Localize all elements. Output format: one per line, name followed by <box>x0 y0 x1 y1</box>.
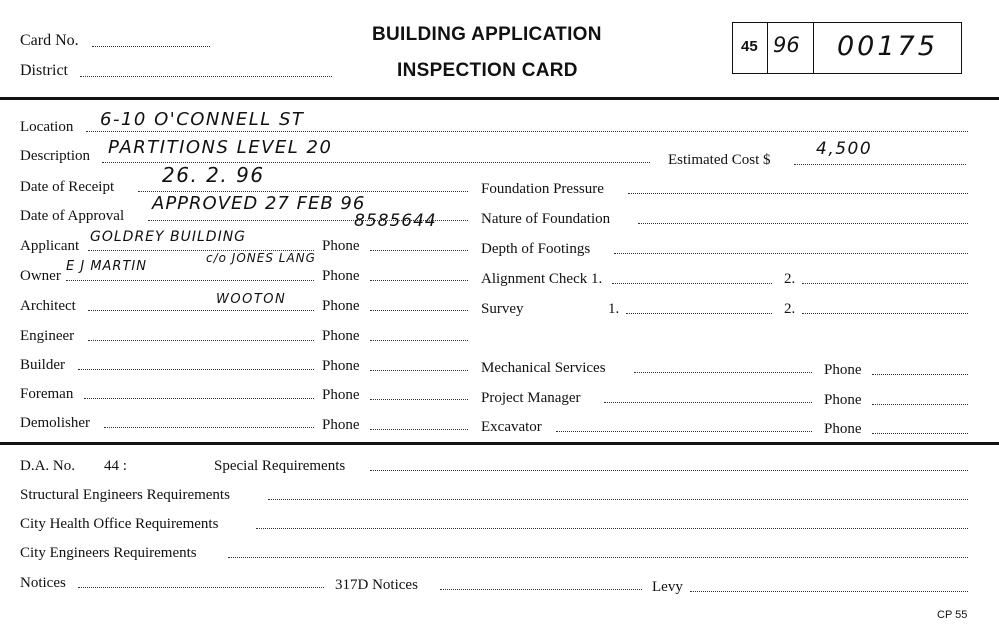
depth-footings-label: Depth of Footings <box>481 241 591 257</box>
alignment-check-2-field[interactable] <box>802 283 968 284</box>
date-receipt-label: Date of Receipt <box>20 179 115 195</box>
owner-value: E J MARTIN <box>66 259 147 274</box>
card-title-line2: INSPECTION CARD <box>397 60 578 81</box>
builder-field[interactable] <box>78 369 314 370</box>
applicant-value: GOLDREY BUILDING <box>90 229 247 245</box>
middle-divider <box>0 442 999 445</box>
card-number-year: 96 <box>773 33 800 57</box>
engineer-phone-field[interactable] <box>370 340 468 341</box>
health-req-label: City Health Office Requirements <box>20 516 219 532</box>
builder-label: Builder <box>20 357 65 373</box>
location-value: 6-10 O'CONNELL ST <box>100 109 305 130</box>
card-no-label: Card No. <box>20 32 79 49</box>
owner-phone-label: Phone <box>322 268 360 284</box>
foreman-phone-field[interactable] <box>370 399 468 400</box>
project-manager-phone-field[interactable] <box>872 404 968 405</box>
location-label: Location <box>20 119 74 135</box>
estimated-cost-label: Estimated Cost $ <box>668 152 771 168</box>
mechanical-phone-label: Phone <box>824 362 862 378</box>
foreman-field[interactable] <box>84 398 314 399</box>
structural-req-field[interactable] <box>268 499 968 500</box>
applicant-label: Applicant <box>20 238 80 254</box>
survey-1-label: 1. <box>608 301 620 317</box>
card-number-prefix: 45 <box>741 38 758 55</box>
demolisher-phone-label: Phone <box>322 417 360 433</box>
nature-foundation-field[interactable] <box>638 223 968 224</box>
demolisher-field[interactable] <box>104 427 314 428</box>
header-divider <box>0 97 999 100</box>
builder-phone-field[interactable] <box>370 370 468 371</box>
survey-2-field[interactable] <box>802 313 968 314</box>
project-manager-label: Project Manager <box>481 390 581 406</box>
alignment-check-1-field[interactable] <box>612 283 772 284</box>
foundation-pressure-label: Foundation Pressure <box>481 181 604 197</box>
applicant-phone-label: Phone <box>322 238 360 254</box>
city-eng-req-field[interactable] <box>228 557 968 558</box>
mechanical-phone-field[interactable] <box>872 374 968 375</box>
location-field[interactable] <box>86 131 968 132</box>
survey-2-label: 2. <box>784 301 796 317</box>
architect-phone-label: Phone <box>322 298 360 314</box>
date-approval-label: Date of Approval <box>20 208 125 224</box>
card-title-line1: BUILDING APPLICATION <box>372 24 602 45</box>
nature-foundation-label: Nature of Foundation <box>481 211 611 227</box>
da-no-value: 44 : <box>104 458 127 474</box>
form-code: CP 55 <box>937 609 968 621</box>
owner-phone-field[interactable] <box>370 280 468 281</box>
da-no-label: D.A. No. <box>20 458 75 474</box>
card-number-serial: 00175 <box>837 31 938 62</box>
mechanical-label: Mechanical Services <box>481 360 606 376</box>
depth-footings-field[interactable] <box>614 253 968 254</box>
engineer-label: Engineer <box>20 328 75 344</box>
special-req-label: Special Requirements <box>214 458 346 474</box>
demolisher-label: Demolisher <box>20 415 90 431</box>
date-receipt-field[interactable] <box>138 191 468 192</box>
architect-label: Architect <box>20 298 76 314</box>
applicant-phone-field[interactable] <box>370 250 468 251</box>
architect-field[interactable] <box>88 310 314 311</box>
notices-317d-field[interactable] <box>440 589 642 590</box>
levy-label: Levy <box>652 579 683 595</box>
card-number-box <box>732 22 962 74</box>
excavator-phone-label: Phone <box>824 421 862 437</box>
engineer-field[interactable] <box>88 340 314 341</box>
estimated-cost-field[interactable] <box>794 164 966 165</box>
district-label: District <box>20 62 68 79</box>
excavator-phone-field[interactable] <box>872 433 968 434</box>
architect-value: WOOTON <box>216 292 287 307</box>
date-approval-value: APPROVED 27 FEB 96 <box>152 193 366 214</box>
card-no-field[interactable] <box>92 46 210 47</box>
special-req-field[interactable] <box>370 470 968 471</box>
alignment-check-label: Alignment Check 1. <box>481 271 603 287</box>
project-manager-field[interactable] <box>604 402 812 403</box>
architect-phone-field[interactable] <box>370 310 468 311</box>
date-receipt-value: 26. 2. 96 <box>162 163 265 187</box>
owner-field[interactable] <box>66 280 314 281</box>
survey-1-field[interactable] <box>626 313 772 314</box>
alignment-check-2-label: 2. <box>784 271 796 287</box>
foreman-label: Foreman <box>20 386 74 402</box>
demolisher-phone-field[interactable] <box>370 429 468 430</box>
project-manager-phone-label: Phone <box>824 392 862 408</box>
approval-number: 8585644 <box>354 211 437 231</box>
description-label: Description <box>20 148 90 164</box>
owner-label: Owner <box>20 268 61 284</box>
notices-field[interactable] <box>78 587 324 588</box>
owner-care-of: c/o JONES LANG <box>206 251 316 265</box>
excavator-label: Excavator <box>481 419 542 435</box>
mechanical-field[interactable] <box>634 372 812 373</box>
excavator-field[interactable] <box>556 431 812 432</box>
notices-label: Notices <box>20 575 66 591</box>
description-value: PARTITIONS LEVEL 20 <box>108 137 333 158</box>
structural-req-label: Structural Engineers Requirements <box>20 487 230 503</box>
foundation-pressure-field[interactable] <box>628 193 968 194</box>
district-field[interactable] <box>80 76 332 77</box>
engineer-phone-label: Phone <box>322 328 360 344</box>
notices-317d-label: 317D Notices <box>335 577 418 593</box>
estimated-cost-value: 4,500 <box>816 139 873 159</box>
health-req-field[interactable] <box>256 528 968 529</box>
builder-phone-label: Phone <box>322 358 360 374</box>
foreman-phone-label: Phone <box>322 387 360 403</box>
city-eng-req-label: City Engineers Requirements <box>20 545 197 561</box>
survey-label: Survey <box>481 301 524 317</box>
levy-field[interactable] <box>690 591 968 592</box>
